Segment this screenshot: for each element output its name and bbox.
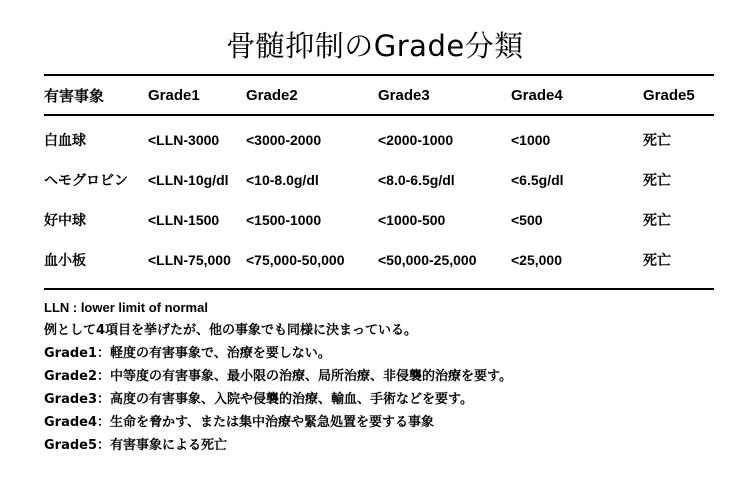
table-cell: <6.5g/dl bbox=[511, 172, 564, 188]
table-cell: 死亡 bbox=[643, 172, 671, 188]
table-header-row bbox=[44, 76, 714, 114]
note-grade1: Grade1：軽度の有害事象で、治療を要しない。 bbox=[44, 346, 331, 361]
table-cell: <LLN-3000 bbox=[148, 132, 220, 148]
table-cell: 白血球 bbox=[44, 132, 86, 148]
grade-table bbox=[44, 76, 714, 280]
table-cell: <500 bbox=[511, 212, 543, 228]
table-cell: <75,000-50,000 bbox=[246, 252, 345, 268]
table-row bbox=[44, 200, 714, 240]
table-cell: <1000 bbox=[511, 132, 551, 148]
table-bottom-rule bbox=[44, 288, 714, 290]
note-grade4: Grade4：生命を脅かす、または集中治療や緊急処置を要する事象 bbox=[44, 415, 434, 430]
table-cell: 死亡 bbox=[643, 132, 671, 148]
table-row bbox=[44, 114, 714, 160]
table-cell: <LLN-75,000 bbox=[148, 252, 231, 268]
header-grade2: Grade2 bbox=[246, 86, 298, 104]
header-grade5: Grade5 bbox=[643, 86, 695, 104]
table-row bbox=[44, 240, 714, 280]
header-grade1: Grade1 bbox=[148, 86, 200, 104]
page-title: 骨髄抑制のGrade分類 bbox=[226, 29, 524, 63]
note-grade5: Grade5：有害事象による死亡 bbox=[44, 438, 228, 453]
note-grade2: Grade2：中等度の有害事象、最小限の治療、局所治療、非侵襲的治療を要す。 bbox=[44, 369, 512, 384]
table-cell: <2000-1000 bbox=[378, 132, 454, 148]
table-cell: <LLN-1500 bbox=[148, 212, 220, 228]
table-cell: <10-8.0g/dl bbox=[246, 172, 319, 188]
table-cell: 血小板 bbox=[44, 252, 86, 268]
table-cell: <50,000-25,000 bbox=[378, 252, 477, 268]
table-cell: 死亡 bbox=[643, 252, 671, 268]
table-cell: <25,000 bbox=[511, 252, 562, 268]
table-cell: <1000-500 bbox=[378, 212, 446, 228]
header-grade3: Grade3 bbox=[378, 86, 430, 104]
table-cell: 好中球 bbox=[44, 212, 86, 228]
table-cell: <8.0-6.5g/dl bbox=[378, 172, 455, 188]
footnotes bbox=[44, 296, 734, 457]
note-lln: LLN : lower limit of normal bbox=[44, 300, 208, 315]
table-cell: <3000-2000 bbox=[246, 132, 322, 148]
table-cell: 死亡 bbox=[643, 212, 671, 228]
table-cell: <1500-1000 bbox=[246, 212, 322, 228]
header-adverse-event: 有害事象 bbox=[44, 87, 105, 105]
note-grade3: Grade3：高度の有害事象、入院や侵襲的治療、輸血、手術などを要す。 bbox=[44, 392, 473, 407]
table-cell: <LLN-10g/dl bbox=[148, 172, 229, 188]
note-example: 例として4項目を挙げたが、他の事象でも同様に決まっている。 bbox=[44, 323, 418, 338]
table-row bbox=[44, 160, 714, 200]
header-grade4: Grade4 bbox=[511, 86, 563, 104]
table-cell: ヘモグロビン bbox=[44, 172, 128, 188]
